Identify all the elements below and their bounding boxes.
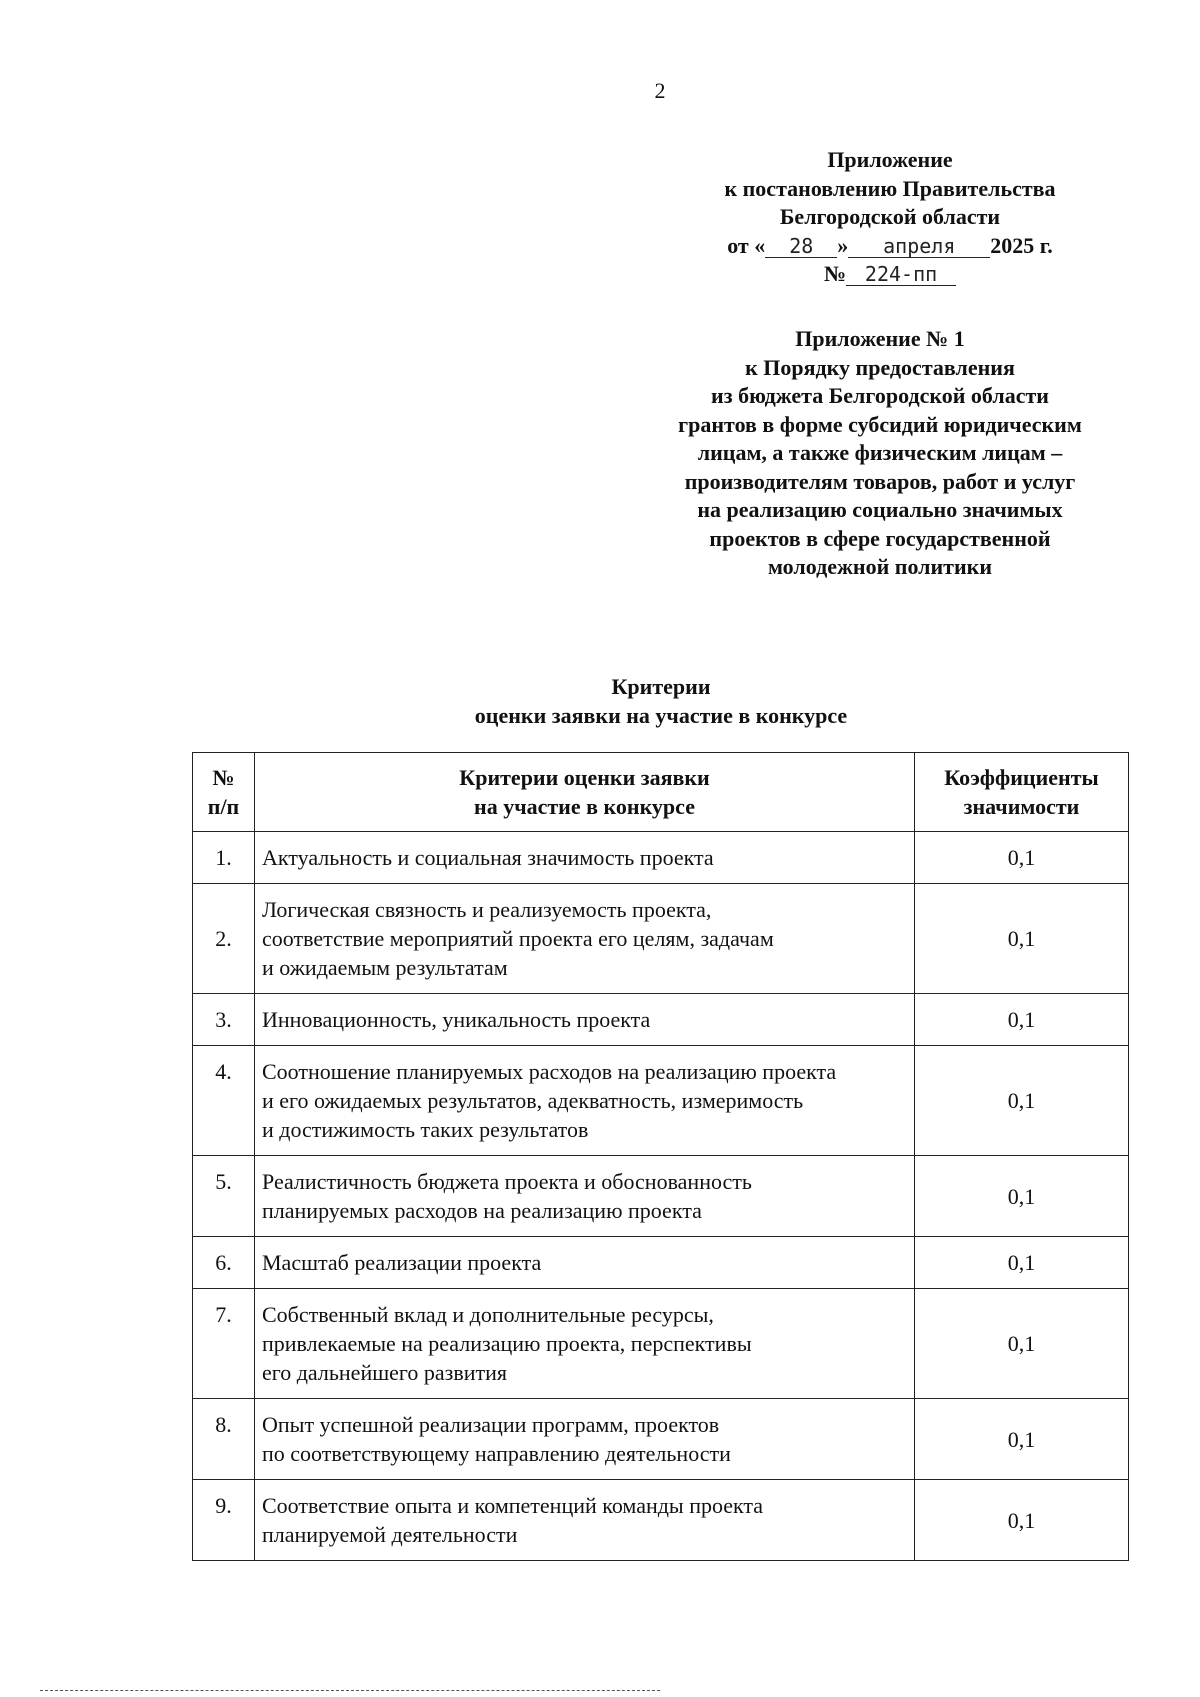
row-criterion: Соотношение планируемых расходов на реализацию проекта и его ожидаемых результатов, адекватность, измеримость и достижимость таких результатов — [255, 1046, 915, 1156]
table-row — [193, 1237, 1129, 1289]
row-num: 3. — [193, 994, 255, 1046]
date-year: 2025 г. — [990, 232, 1053, 258]
table-header-row — [193, 753, 1129, 832]
row-num: 2. — [193, 884, 255, 994]
table-row — [193, 1046, 1129, 1156]
appendix-line: из бюджета Белгородской области — [711, 383, 1049, 408]
table-row — [193, 1156, 1129, 1237]
page-number: 2 — [654, 78, 666, 103]
table-row — [193, 832, 1129, 884]
table-row — [193, 1480, 1129, 1561]
approval-number — [640, 260, 1140, 289]
appendix-line: Приложение № 1 — [795, 326, 965, 351]
appendix-line: лицам, а также физическим лицам – — [697, 440, 1063, 465]
row-criterion: Логическая связность и реализуемость проекта, соответствие мероприятий проекта его целям, задачам и ожидаемым результатам — [255, 884, 915, 994]
row-num: 4. — [193, 1046, 255, 1156]
row-coef: 0,1 — [915, 994, 1129, 1046]
row-num: 8. — [193, 1399, 255, 1480]
table-row — [193, 884, 1129, 994]
approval-block — [640, 146, 1140, 289]
row-coef: 0,1 — [915, 832, 1129, 884]
row-num: 5. — [193, 1156, 255, 1237]
appendix-block — [640, 325, 1120, 582]
row-criterion: Опыт успешной реализации программ, проектов по соответствующему направлению деятельности — [255, 1399, 915, 1480]
row-num: 6. — [193, 1237, 255, 1289]
row-coef: 0,1 — [915, 884, 1129, 994]
table-row — [193, 1399, 1129, 1480]
approval-line-2: к постановлению Правительства — [724, 175, 1056, 201]
criteria-heading-line-2: оценки заявки на участие в конкурсе — [474, 703, 848, 728]
row-coef: 0,1 — [915, 1399, 1129, 1480]
header-criterion: Критерии оценки заявки на участие в конкурсе — [255, 753, 915, 832]
header-coef: Коэффициенты значимости — [915, 753, 1129, 832]
appendix-line: на реализацию социально значимых — [697, 497, 1063, 522]
row-coef: 0,1 — [915, 1046, 1129, 1156]
header-num: № п/п — [193, 753, 255, 832]
appendix-line: проектов в сфере государственной — [709, 525, 1051, 551]
row-num: 9. — [193, 1480, 255, 1561]
criteria-heading — [0, 672, 1200, 730]
row-criterion: Собственный вклад и дополнительные ресурсы, привлекаемые на реализацию проекта, перспективы его дальнейшего развития — [255, 1289, 915, 1399]
number-prefix: № — [823, 261, 847, 286]
row-num: 7. — [193, 1289, 255, 1399]
date-prefix: от « — [727, 232, 766, 258]
approval-title: Приложение — [827, 147, 953, 172]
table-row — [193, 994, 1129, 1046]
appendix-line: к Порядку предоставления — [745, 354, 1015, 380]
row-coef: 0,1 — [915, 1480, 1129, 1561]
row-coef: 0,1 — [915, 1156, 1129, 1237]
date-mid: » — [837, 232, 849, 258]
scan-edge-line — [40, 1690, 660, 1691]
row-criterion: Масштаб реализации проекта — [255, 1237, 915, 1289]
row-criterion: Соответствие опыта и компетенций команды проекта планируемой деятельности — [255, 1480, 915, 1561]
table-row — [193, 1289, 1129, 1399]
row-coef: 0,1 — [915, 1237, 1129, 1289]
row-criterion: Реалистичность бюджета проекта и обоснованность планируемых расходов на реализацию проекта — [255, 1156, 915, 1237]
criteria-table — [192, 752, 1129, 1561]
number-value: 224-пп — [846, 263, 956, 286]
row-criterion: Инновационность, уникальность проекта — [255, 994, 915, 1046]
date-day: 28 — [765, 235, 837, 258]
appendix-line: молодежной политики — [767, 554, 993, 579]
criteria-heading-line-1: Критерии — [611, 674, 711, 699]
row-coef: 0,1 — [915, 1289, 1129, 1399]
approval-line-3: Белгородской области — [779, 204, 1001, 229]
appendix-line: производителям товаров, работ и услуг — [684, 468, 1076, 494]
appendix-line: грантов в форме субсидий юридическим — [678, 411, 1082, 437]
date-month: апреля — [848, 235, 990, 258]
row-criterion: Актуальность и социальная значимость проекта — [255, 832, 915, 884]
row-num: 1. — [193, 832, 255, 884]
approval-date — [640, 232, 1140, 261]
